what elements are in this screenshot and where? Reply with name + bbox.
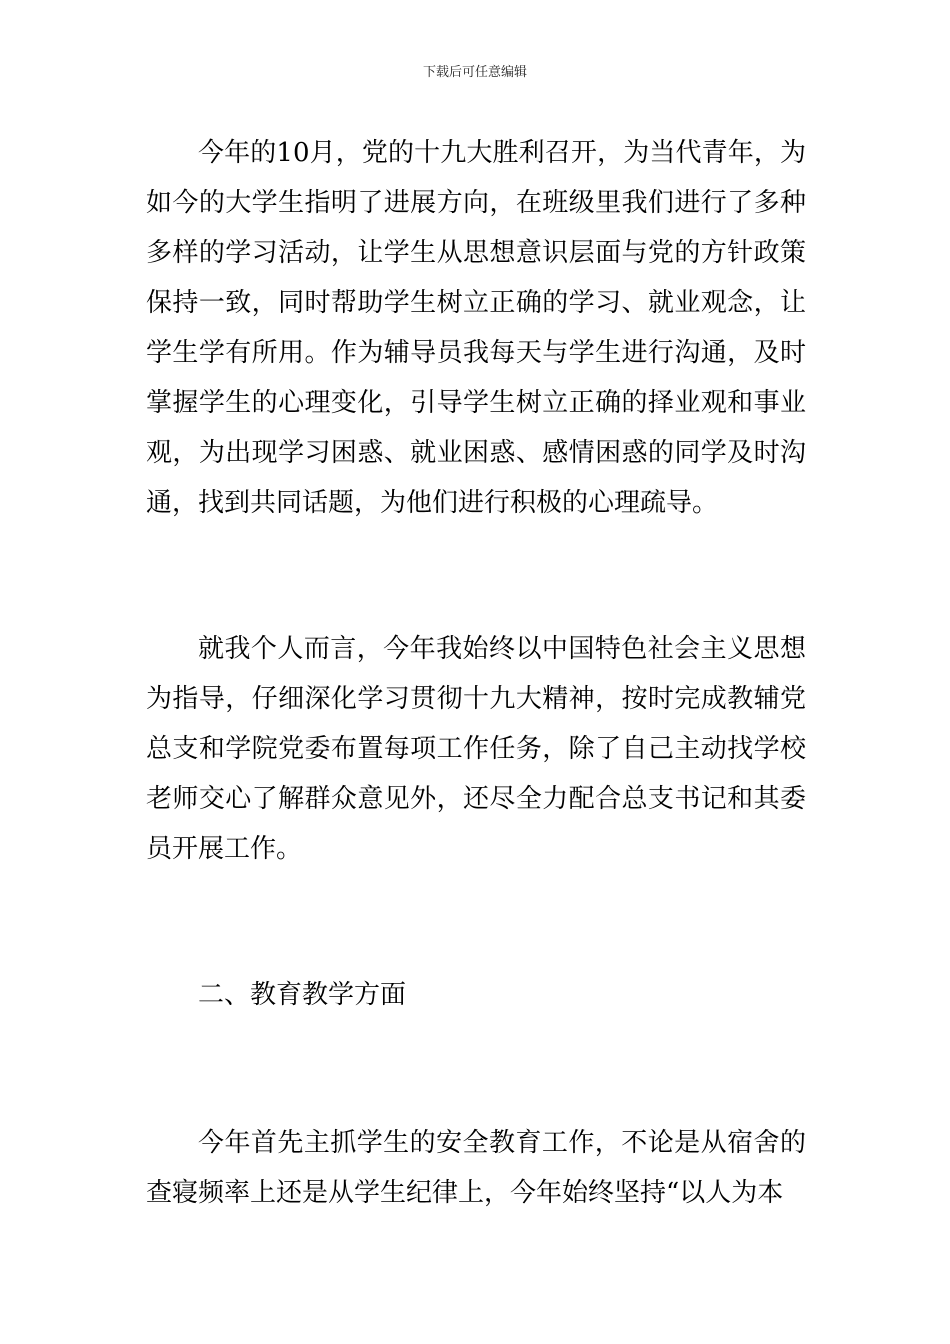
page-header: 下载后可任意编辑 (422, 65, 527, 80)
body-paragraph-3: 今年首先主抓学生的安全教育工作，不论是从宿舍的查寝频率上还是从学生纪律上，今年始终坚持“以人为本 (146, 1128, 806, 1208)
body-paragraph-1: 今年的10月，党的十九大胜利召开，为当代青年，为如今的大学生指明了进展方向，在班级里我们进行了多种多样的学习活动，让学生从思想意识层面与党的方针政策保持一致，同时帮助学生树立正确的学习、就业观念，让学生学有所用。作为辅导员我每天与学生进行沟通，及时掌握学生的心理变化，引导学生树立正确的择业观和事业观，为出现学习困惑、就业困惑、感情困惑的同学及时沟通，找到共同话题，为他们进行积极的心理疏导。 (146, 138, 806, 518)
body-paragraph-2: 就我个人而言，今年我始终以中国特色社会主义思想为指导，仔细深化学习贯彻十九大精神，按时完成教辅党总支和学院党委布置每项工作任务，除了自己主动找学校老师交心了解群众意见外，还尽全力配合总支书记和其委员开展工作。 (146, 634, 806, 864)
section-heading: 二、教育教学方面 (198, 980, 407, 1010)
